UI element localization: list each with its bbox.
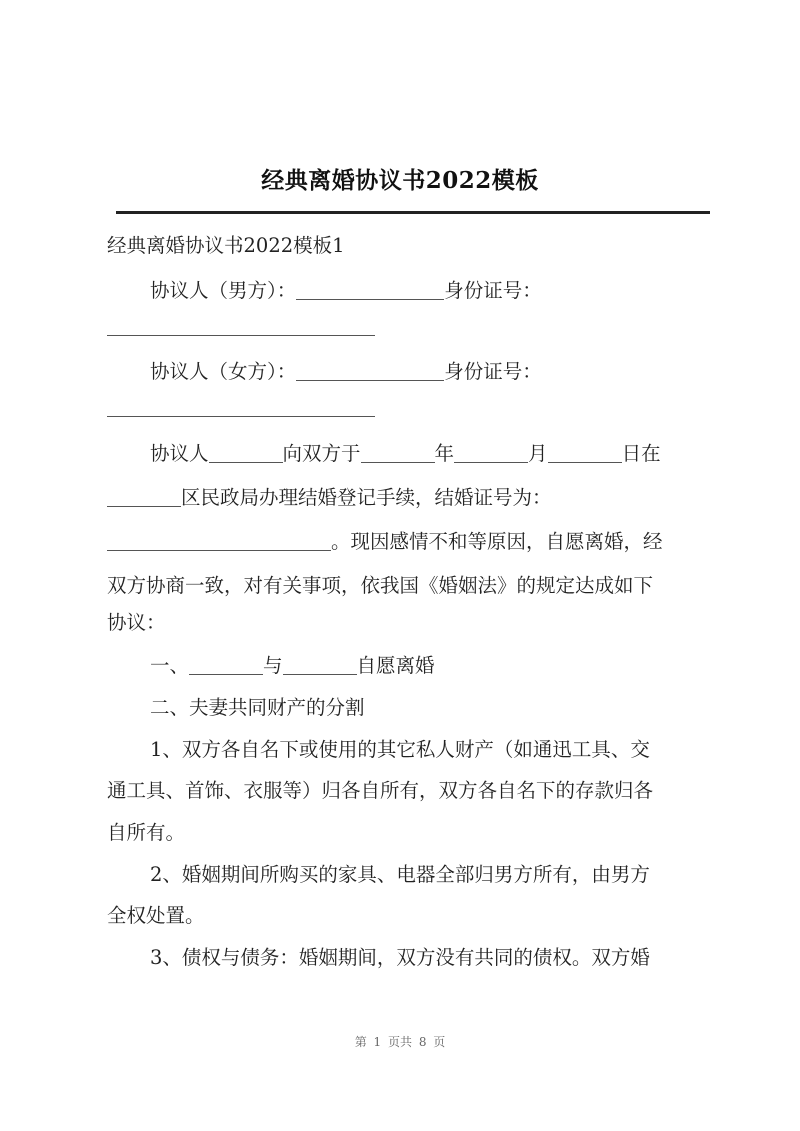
female-id-line [107,394,800,422]
female-id-blank [107,396,375,417]
male-id-blank [107,315,375,336]
blank-field [283,654,357,675]
male-id-label: 身份证号： [444,279,542,302]
text-segment: 自愿离婚 [356,654,435,677]
text-segment: 日在 [621,442,661,465]
female-id-label: 身份证号： [444,360,542,383]
text-segment: 与 [263,654,283,677]
text-segment: 向双方于 [282,442,361,465]
female-name-blank [296,360,444,381]
document-title: 经典离婚协议书2022模板 [261,167,539,194]
text-segment: 。现因感情不和等原因，自愿离婚，经 [331,530,663,553]
text-segment: 一、 [150,654,190,677]
female-party-line [150,358,800,386]
clause-2-line-1: 2、婚姻期间所购买的家具、电器全部归男方所有，由男方 [150,863,650,886]
male-id-line [107,313,800,341]
marriage-line-1 [150,440,800,468]
text-segment: 年 [434,442,455,465]
male-party-label: 协议人（男方）： [150,279,297,302]
clause-1-line-1: 1、双方各自名下或使用的其它私人财产（如通迅工具、交 [150,738,650,761]
clause-3-line-1: 3、债权与债务：婚姻期间，双方没有共同的债权。双方婚 [150,946,650,969]
subtitle: 经典离婚协议书2022模板1 [107,234,345,257]
text-segment: 区民政局办理结婚登记手续，结婚证号为： [181,486,552,509]
clause-1-line-2: 通工具、首饰、衣服等）归各自所有，双方各自名下的存款归各 [107,779,654,802]
text-segment: 月 [528,442,548,465]
item-one [150,652,800,680]
blank-field [361,442,435,463]
clause-2-line-2: 全权处置。 [107,904,205,927]
text-segment: 协议人 [150,442,209,465]
clause-1-line-3: 自所有。 [107,821,186,844]
marriage-line-5: 协议： [107,611,166,634]
marriage-line-4: 双方协商一致，对有关事项，依我国《婚姻法》的规定达成如下 [107,574,654,597]
blank-field [548,442,622,463]
page-number: 第 1 页共 8 页 [354,1035,446,1049]
female-party-label: 协议人（女方）： [150,360,297,383]
male-party-line [150,277,800,305]
marriage-line-3 [107,528,800,556]
item-two: 二、夫妻共同财产的分割 [150,696,365,719]
certificate-number-blank [107,530,331,551]
blank-field [189,654,263,675]
title-divider [116,211,710,214]
blank-field [107,486,181,507]
blank-field [454,442,528,463]
blank-field [209,442,283,463]
marriage-line-2 [107,484,800,512]
male-name-blank [296,279,444,300]
